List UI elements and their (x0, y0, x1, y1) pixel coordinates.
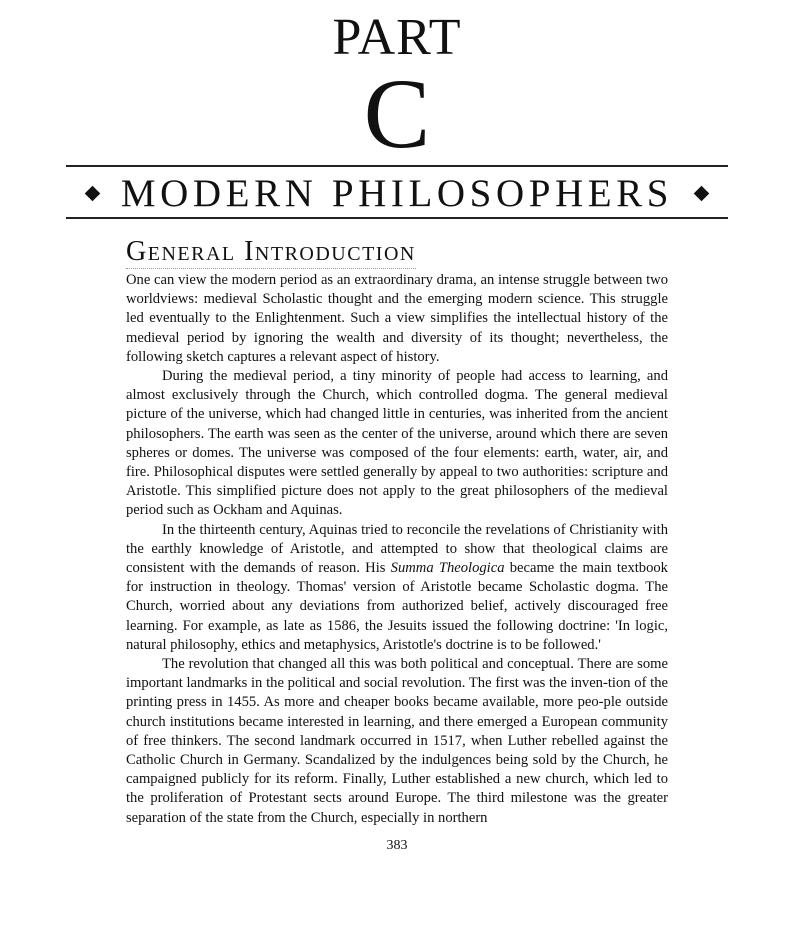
banner-title: MODERN PHILOSOPHERS (120, 172, 674, 215)
paragraph-3-before: In the thirteenth century, Aquinas tried to reconcile the revelations of Christianity with the earthly knowledge of Aristotle, and attempted to show that theological claims are consistent with the demands of reason. His (126, 521, 668, 577)
part-banner (66, 172, 728, 216)
summa-theologica-title: Summa Theologica (390, 560, 505, 577)
paragraph-1: One can view the modern period as an extraordinary drama, an intense struggle between two worldviews: medieval Scholastic thought and the emerging modern science. This struggle led eventually to the Enlightenment. Such a view simplifies the intellectual history of the medieval period by ignoring the wealth and diversity of its thought; nevertheless, the following sketch captures a relevant aspect of history. (126, 272, 668, 365)
page-number: 383 (386, 838, 408, 853)
part-letter: C (363, 58, 431, 169)
bottom-rule (66, 217, 728, 219)
section-heading: General Introduction (126, 236, 416, 267)
paragraph-3 (126, 521, 668, 655)
general-introduction-section (126, 236, 668, 828)
paragraph-3-after: became the main textbook for instruction in theology. Thomas' version of Aristotle became Scholastic dogma. The Church, worried about any deviations from authorized belief, actively discouraged free learning. For example, as late as 1586, the Jesuits issued the following doctrine: 'In logic, natural philosophy, ethics and metaphysics, Aristotle's doctrine is to be followed.' (126, 560, 668, 653)
body-text (126, 271, 668, 828)
paragraph-2: During the medieval period, a tiny minority of people had access to learning, and almost exclusively through the Church, which controlled dogma. The general medieval picture of the universe, which had changed little in centuries, was inherited from the ancient philosophers. The earth was seen as the center of the universe, around which there are seven spheres or domes. The universe was composed of the four elements: earth, water, air, and fire. Philosophical disputes were settled generally by appeal to two authorities: scripture and Aristotle. This simplified picture does not apply to the great philosophers of the medieval period such as Ockham and Aquinas. (126, 368, 668, 519)
part-label: PART (332, 9, 462, 66)
paragraph-4: The revolution that changed all this was both political and conceptual. There are some important landmarks in the political and social revolution. The first was the inven-tion of the printing press in 1455. As more and cheaper books became available, more peo-ple outside church institutions became interested in learning, and there emerged a European community of free thinkers. The second landmark occurred in 1517, when Luther rebelled against the Catholic Church in Germany. Scandalized by the indulgences being sold by the Church, he campaigned publicly for its reform. Finally, Luther established a new church, which led to the proliferation of Protestant sects around Europe. The third milestone was the greater separation of the state from the Church, especially in northern (126, 656, 668, 826)
top-rule (66, 165, 728, 167)
